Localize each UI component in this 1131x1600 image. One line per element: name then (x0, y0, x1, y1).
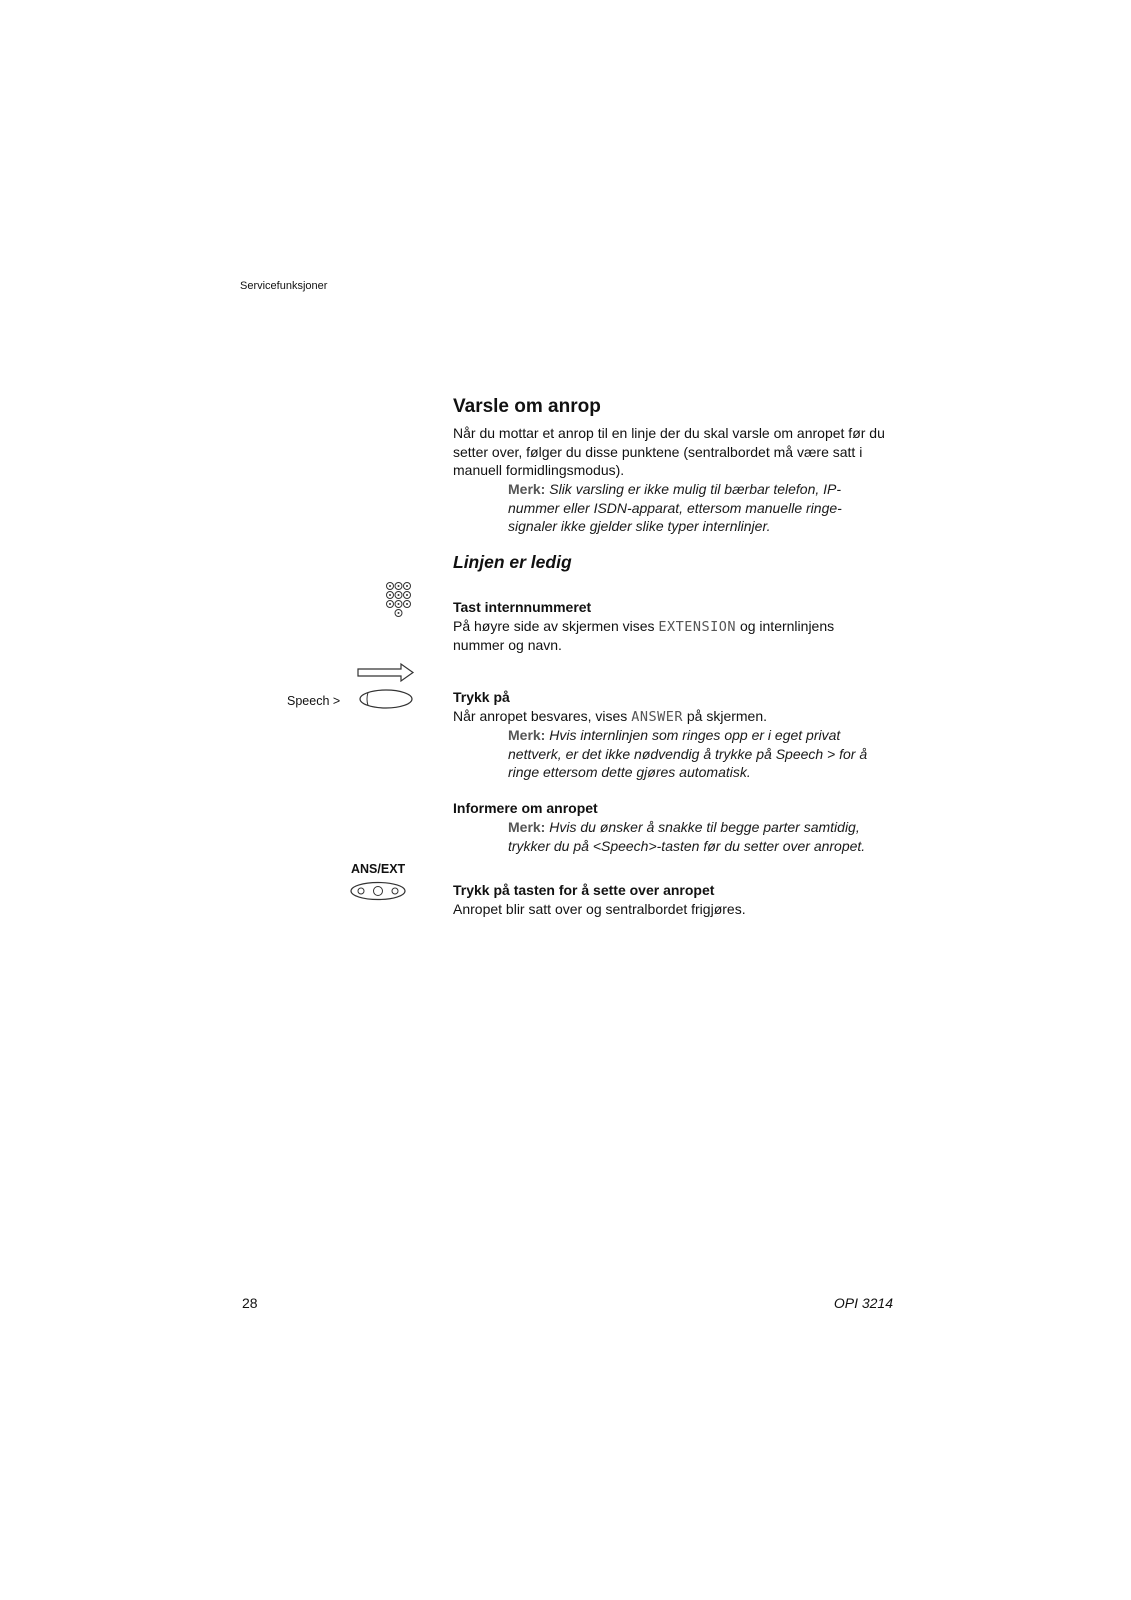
step-text: Anropet blir satt over og sentralbordet frigjøres. (453, 900, 746, 917)
text-fragment: På høyre side av skjermen vises (453, 617, 659, 634)
document-name: OPI 3214 (833, 1295, 893, 1311)
keypad-icon (385, 582, 417, 624)
ans-ext-key-label: ANS/EXT (351, 862, 406, 876)
step-title: Trykk på (453, 689, 510, 705)
note-line: ringe ettersom dette gjøres automatisk. (508, 764, 751, 780)
note-line: trykker du på <Speech>-tasten før du setter over anropet. (508, 837, 866, 854)
display-text-answer: ANSWER (631, 708, 683, 725)
text-fragment: på skjermen. (682, 707, 768, 724)
intro-line: Når du mottar et anrop til en linje der du skal varsle om anropet før du (453, 425, 885, 441)
running-header: Servicefunksjoner (240, 280, 328, 292)
note-line: nettverk, er det ikke nødvendig å trykke på Speech > for å (508, 745, 868, 762)
step-text (453, 707, 893, 727)
ans-ext-key-icon[interactable] (350, 881, 408, 901)
key-icon[interactable] (359, 688, 415, 710)
note-line: signaler ikke gjelder slike typer internlinjer. (508, 518, 771, 534)
note-label: Merk: (508, 481, 546, 497)
section-title: Varsle om anrop (453, 396, 601, 417)
step-transfer (453, 881, 893, 918)
note-line: nummer eller ISDN-apparat, ettersom manuelle ringe- (508, 499, 842, 516)
arrow-right-icon (357, 663, 415, 683)
inform-note (508, 818, 893, 855)
intro-note (508, 480, 893, 536)
text-fragment: Når anropet besvares, vises (453, 707, 632, 724)
speech-note (508, 726, 893, 782)
note-line: Hvis internlinjen som ringes opp er i eget privat (549, 727, 841, 743)
note-line: Hvis du ønsker å snakke til begge parter samtidig, (549, 819, 860, 835)
text-fragment: og internlinjens (736, 617, 835, 634)
note-label: Merk: (508, 819, 546, 835)
step-text (453, 617, 893, 637)
step-title: Tast internnummeret (453, 599, 592, 615)
subsection-title: Linjen er ledig (453, 552, 572, 572)
step-title: Informere om anropet (453, 800, 598, 816)
step-text: nummer og navn. (453, 637, 562, 653)
step-speech (453, 688, 893, 726)
note-line: Slik varsling er ikke mulig til bærbar telefon, IP- (549, 481, 842, 497)
note-label: Merk: (508, 727, 546, 743)
display-text-extension: EXTENSION (658, 618, 737, 635)
step-dial (453, 598, 893, 655)
intro-line: manuell formidlingsmodus). (453, 462, 625, 478)
intro-line: setter over, følger du disse punktene (sentralbordet må være satt i (453, 443, 863, 460)
intro-paragraph (453, 424, 893, 480)
step-title: Trykk på tasten for å sette over anropet (453, 882, 715, 898)
page-number: 28 (242, 1295, 258, 1311)
speech-key-label: Speech > (287, 694, 341, 708)
